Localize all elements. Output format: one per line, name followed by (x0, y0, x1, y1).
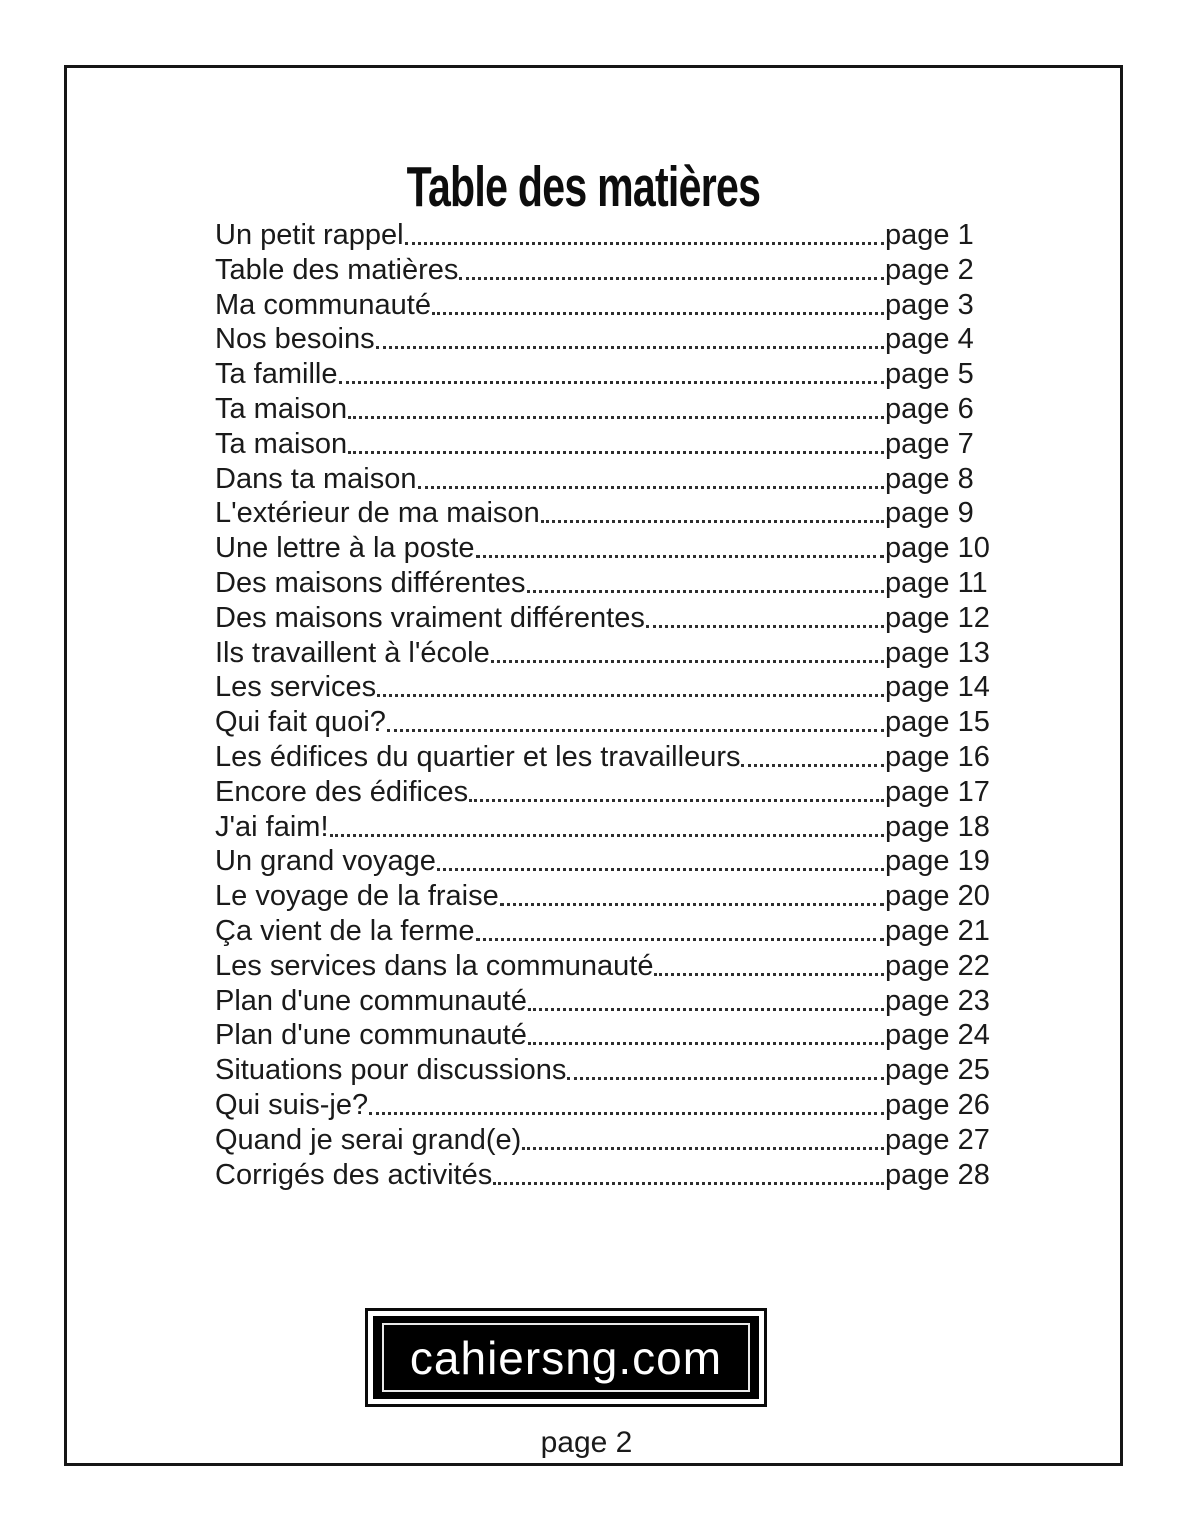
toc-dotted-leader (348, 427, 884, 454)
toc-entry-page: page 1 (885, 219, 974, 251)
toc-entry-page: page 22 (885, 949, 990, 982)
toc-entry-title: Encore des édifices (215, 775, 469, 808)
toc-entry (215, 844, 1007, 879)
toc-entry-page: page 10 (885, 532, 990, 565)
toc-dotted-leader (339, 357, 885, 384)
toc-dotted-leader (654, 949, 884, 976)
toc-entry (215, 775, 1007, 810)
toc-entry-page: page 13 (885, 636, 990, 669)
toc-entry-page: page 9 (885, 497, 974, 530)
toc-entry (215, 288, 1007, 323)
toc-dotted-leader (418, 462, 885, 489)
toc-dotted-leader (369, 1088, 884, 1115)
toc-entry-title: L'extérieur de ma maison (215, 497, 540, 530)
toc-entry-title: Ils travaillent à l'école (215, 636, 490, 669)
toc-dotted-leader (348, 392, 884, 419)
toc-entry-title: Situations pour discussions (215, 1054, 567, 1087)
toc-entry-title: Un petit rappel (215, 219, 404, 251)
toc-entry-page: page 27 (885, 1123, 990, 1156)
toc-entry (215, 462, 1007, 497)
toc-dotted-leader (476, 914, 884, 941)
toc-dotted-leader (459, 253, 884, 280)
toc-entry-page: page 12 (885, 601, 990, 634)
toc-entry-page: page 24 (885, 1019, 990, 1052)
toc-entry (215, 705, 1007, 740)
toc-entry-page: page 2 (885, 253, 974, 286)
toc-dotted-leader (405, 218, 884, 245)
toc-entry-title: Le voyage de la fraise (215, 880, 499, 913)
toc-entry-title: Ta maison (215, 392, 348, 425)
toc-dotted-leader (500, 879, 884, 906)
toc-entry-title: Qui fait quoi? (215, 706, 386, 739)
toc-entry (215, 810, 1007, 845)
toc-dotted-leader (476, 531, 884, 558)
toc-entry-title: Plan d'une communauté (215, 1019, 527, 1052)
toc-dotted-leader (491, 636, 884, 663)
toc-entry-page: page 28 (885, 1158, 990, 1191)
toc-entry (215, 566, 1007, 601)
toc-entry-title: Des maisons différentes (215, 566, 526, 599)
toc-entry (215, 392, 1007, 427)
brand-box-inner-outline (382, 1323, 750, 1392)
toc-entry-page: page 3 (885, 288, 974, 321)
toc-entry-page: page 26 (885, 1088, 990, 1121)
toc-entry-title: Les services dans la communauté (215, 949, 654, 982)
toc-entry-page: page 6 (885, 392, 974, 425)
toc-entry-title: Dans ta maison (215, 462, 417, 495)
toc-entry-title: Des maisons vraiment différentes (215, 601, 645, 634)
toc-entry-title: J'ai faim! (215, 810, 329, 843)
footer-page-label: page 2 (540, 1426, 633, 1459)
toc-dotted-leader (528, 1018, 884, 1045)
toc-entry-title: Corrigés des activités (215, 1158, 493, 1191)
toc-entry-page: page 21 (885, 914, 990, 947)
toc-entry (215, 914, 1007, 949)
toc-entry (215, 1158, 1007, 1193)
toc-entry-page: page 11 (885, 566, 988, 599)
toc-entry (215, 601, 1007, 636)
toc-dotted-leader (437, 844, 884, 871)
toc-entry (215, 357, 1007, 392)
toc-entry-page: page 15 (885, 706, 990, 739)
toc-entry-title: Plan d'une communauté (215, 984, 527, 1017)
toc-entry (215, 322, 1007, 357)
page-border-frame (64, 65, 1123, 1466)
toc-dotted-leader (527, 566, 884, 593)
toc-dotted-leader (741, 740, 884, 767)
toc-dotted-leader (377, 670, 884, 697)
toc-dotted-leader (469, 775, 884, 802)
toc-entry (215, 531, 1007, 566)
toc-entry-title: Qui suis-je? (215, 1088, 369, 1121)
toc-entry (215, 949, 1007, 984)
toc-entry-page: page 4 (885, 323, 974, 356)
toc-entry-page: page 8 (885, 462, 974, 495)
toc-entry-title: Nos besoins (215, 323, 375, 356)
brand-box-fill (373, 1316, 759, 1399)
toc-entry (215, 218, 1007, 253)
toc-dotted-leader (493, 1158, 884, 1185)
toc-entry-page: page 14 (885, 671, 990, 704)
toc-entry-title: Ma communauté (215, 288, 431, 321)
toc-entry-page: page 16 (885, 740, 990, 773)
toc-dotted-leader (522, 1123, 884, 1150)
toc-entry-title: Ta maison (215, 427, 348, 460)
toc-dotted-leader (432, 288, 884, 315)
toc-entry-page: page 5 (885, 358, 974, 391)
toc-entry-page: page 23 (885, 984, 990, 1017)
toc-entry-page: page 25 (885, 1054, 990, 1087)
brand-text: cahiersng.com (409, 1331, 723, 1384)
toc-dotted-leader (646, 601, 884, 628)
toc-entry (215, 253, 1007, 288)
toc-entry (215, 670, 1007, 705)
toc-entry-page: page 20 (885, 880, 990, 913)
toc-entry (215, 1123, 1007, 1158)
toc-entry-title: Un grand voyage (215, 845, 436, 878)
toc-dotted-leader (330, 810, 884, 837)
toc-entry-title: Ta famille (215, 358, 338, 391)
toc-entry-page: page 19 (885, 845, 990, 878)
toc-dotted-leader (387, 705, 884, 732)
brand-box (365, 1308, 767, 1407)
toc-dotted-leader (376, 322, 884, 349)
toc-dotted-leader (541, 496, 884, 523)
toc-entry-title: Une lettre à la poste (215, 532, 475, 565)
page-title: Table des matières (406, 155, 761, 219)
toc-entry-title: Ça vient de la ferme (215, 914, 475, 947)
toc-entry-page: page 18 (885, 810, 990, 843)
toc-entry (215, 496, 1007, 531)
toc-entry-title: Les services (215, 671, 377, 704)
toc-entry (215, 984, 1007, 1019)
toc-entry-title: Table des matières (215, 253, 459, 286)
toc-dotted-leader (567, 1053, 884, 1080)
toc-dotted-leader (528, 984, 884, 1011)
toc-entry (215, 879, 1007, 914)
toc-entry (215, 1053, 1007, 1088)
toc-list (215, 218, 1007, 1192)
toc-entry-title: Les édifices du quartier et les travailleurs (215, 740, 741, 773)
toc-entry (215, 1088, 1007, 1123)
toc-entry-page: page 17 (885, 775, 990, 808)
toc-entry (215, 636, 1007, 671)
toc-entry-title: Quand je serai grand(e) (215, 1123, 522, 1156)
toc-entry (215, 1018, 1007, 1053)
toc-entry-page: page 7 (885, 427, 974, 460)
toc-entry (215, 740, 1007, 775)
toc-entry (215, 427, 1007, 462)
